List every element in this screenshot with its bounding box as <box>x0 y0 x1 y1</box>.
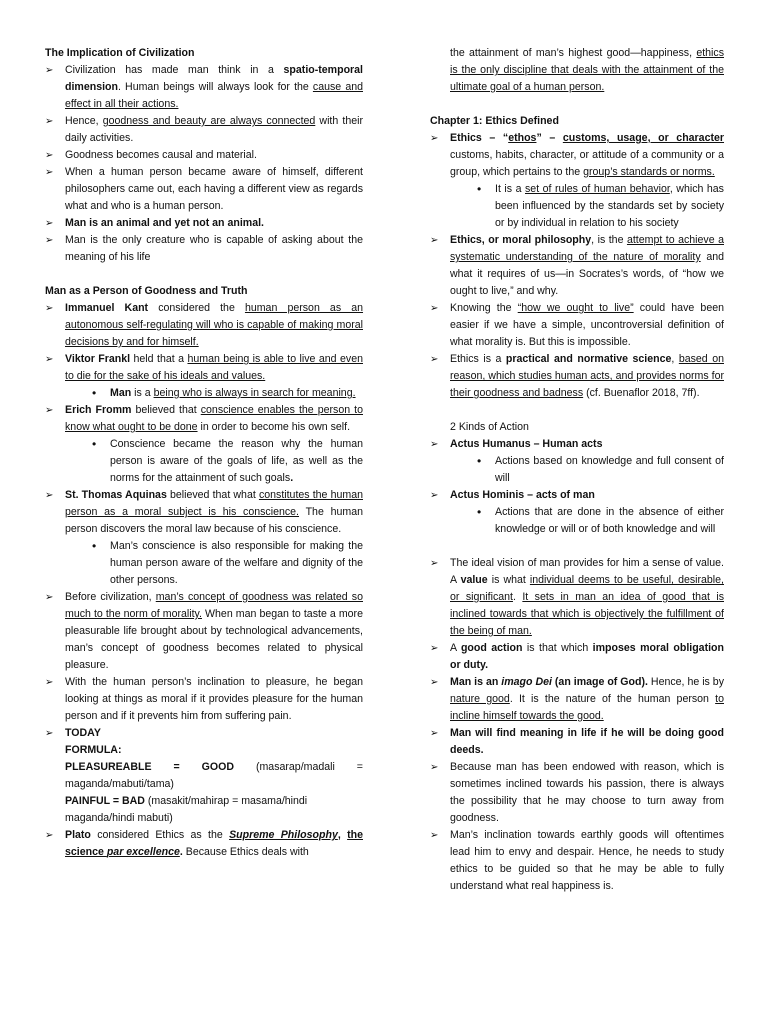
philosopher-name: Plato <box>65 829 91 841</box>
text-underlined: goodness and beauty are always connected <box>102 115 316 127</box>
text-bold-italic: imago Dei <box>501 676 552 688</box>
text-underlined: attempt to achieve a systematic understanding of the nature of morality <box>450 234 724 263</box>
left-column <box>45 0 363 861</box>
bullet-inclination-pleasure: ➢ With the human person’s inclination to pleasure, he began looking at things as moral if it provides pleasure for the human person and if it prevents him from suffering pain. <box>45 674 363 725</box>
text-bold: ” – <box>536 132 563 144</box>
philosopher-name: Erich Fromm <box>65 404 132 416</box>
bullet-reason-passion: ➢ Because man has been endowed with reason, which is sometimes inclined towards his passion, there is always the possibility that he may choose to turn away from goodness. <box>430 759 724 827</box>
text-underlined: man’s concept of goodness was related so much to the norm of morality. <box>65 591 363 620</box>
text: is a <box>131 387 154 399</box>
bullet-imago-dei <box>430 674 724 725</box>
bullet-human-aware: ➢ When a human person became aware of himself, different philosophers came out, each having a different view as regards what and who is a human person. <box>45 164 363 215</box>
text: . <box>512 591 523 603</box>
text-bold: , <box>337 829 348 841</box>
text: Before civilization, <box>65 591 156 603</box>
formula-label: FORMULA: <box>65 744 122 756</box>
text-underlined: based on reason, which studies human acts, and provides norms for their goodness and badness <box>450 353 724 399</box>
spacer <box>430 402 724 419</box>
text: is that which <box>522 642 593 654</box>
text-bold-italic-underlined: par excellence <box>106 846 180 858</box>
spacer <box>45 266 363 283</box>
text-underlined: group’s standards or norms. <box>583 166 715 178</box>
text-bold: Man is an <box>450 676 502 688</box>
text: with their daily activities. <box>65 115 363 144</box>
bullet-earthly-goods: ➢ Man’s inclination towards earthly goods will oftentimes lead him to envy and despair. Hence, he needs to study ethics to be guided so that he may be able to fully understand what real happiness is. <box>430 827 724 895</box>
text-underlined: conscience enables the person to know what ought to be done <box>65 404 363 433</box>
formula-painful <box>45 793 363 827</box>
text-underlined: individual deems to be useful, desirable, or significant <box>450 574 724 603</box>
bullet-fromm <box>45 402 363 436</box>
text-bold-italic-underlined: Supreme Philosophy <box>229 829 338 841</box>
text-bold: good action <box>460 642 523 654</box>
bullet-kant <box>45 300 363 351</box>
text-bold-underlined: ethos <box>508 132 537 144</box>
text-underlined: “how we ought to live” <box>517 302 634 314</box>
sub-bullet-rules <box>475 181 724 232</box>
bullet-actus-humanus: ➢ Actus Humanus – Human acts <box>430 436 724 453</box>
sub-bullet-aquinas: • Man’s conscience is also responsible for making the human person aware of the welfare and dignity of the other persons. <box>90 538 363 589</box>
text: Because Ethics deals with <box>182 846 309 858</box>
text-underlined: cause and effect in all their actions. <box>65 81 363 110</box>
bullet-goodness-beauty <box>45 113 363 147</box>
text: , is the <box>591 234 627 246</box>
text: Knowing the <box>450 302 518 314</box>
text-underlined: to incline himself towards the good. <box>450 693 724 722</box>
text-underlined: set of rules of human behavior <box>525 183 670 195</box>
text: and what it requires of us—in Socrates’s words, of “how we ought to live,” and why. <box>450 251 724 297</box>
bullet-today: ➢ TODAY <box>45 725 363 742</box>
text-underlined: nature good <box>450 693 510 705</box>
text-bold: value <box>460 574 488 586</box>
bullet-frankl <box>45 351 363 385</box>
bullet-actus-hominis: ➢ Actus Hominis – acts of man <box>430 487 724 504</box>
text-bold-underlined: customs, usage, or character <box>562 132 725 144</box>
text: could have been easier if we have a simple, uncontroversial definition of what morality is. But this is impossible. <box>450 302 724 348</box>
text-bold: PAINFUL = BAD <box>65 795 145 807</box>
text-bold: Ethics, or moral philosophy <box>450 234 592 246</box>
text-bold: Man <box>110 387 132 399</box>
text-bold: (an image of God). <box>551 676 648 688</box>
text: held that a <box>130 353 188 365</box>
text: (cf. Buenaflor 2018, 7ff). <box>583 387 700 399</box>
text: Ethics is a <box>450 353 506 365</box>
sub-bullet-hominis: • Actions that are done in the absence of either knowledge or will or of both knowledge and will <box>475 504 724 538</box>
right-column <box>430 0 724 895</box>
bullet-practical-science <box>430 351 724 402</box>
text-underlined: being who is always in search for meaning. <box>153 387 356 399</box>
text-underlined: human person as an autonomous self-regulating will who is capable of making moral decisions by and for himself. <box>65 302 364 348</box>
bullet-before-civilization <box>45 589 363 674</box>
sub-bullet-humanus: • Actions based on knowledge and full consent of will <box>475 453 724 487</box>
text: , <box>671 353 679 365</box>
text: When man began to taste a more pleasurable life brought about by technological advancements, man’s concept of goodness becomes related to physical pleasure. <box>65 608 363 671</box>
bullet-meaning-good-deeds: ➢ Man will find meaning in life if he will be doing good deeds. <box>430 725 724 759</box>
text: Conscience became the reason why the human person is aware of the goals of life, as well as the norms for the attainment of such goals <box>110 438 363 484</box>
bullet-civilization <box>45 62 363 113</box>
text-underlined: human being is able to live and even to die for the sake of his ideals and values. <box>65 353 363 382</box>
philosopher-name: Immanuel Kant <box>65 302 149 314</box>
formula-pleasurable <box>45 759 363 793</box>
text-bold-underlined: the science <box>65 829 363 858</box>
text: the attainment of man’s highest good—happiness, <box>450 47 697 59</box>
bullet-knowing <box>430 300 724 351</box>
text: A <box>450 642 461 654</box>
text: (masakit/mahirap = masama/hindi maganda/hindi mabuti) <box>65 795 308 824</box>
philosopher-name: St. Thomas Aquinas <box>65 489 167 501</box>
chapter-title: Chapter 1: Ethics Defined <box>430 115 559 127</box>
text-bold: Ethics – “ <box>450 132 509 144</box>
continued-paragraph <box>430 45 724 96</box>
text: considered the <box>148 302 245 314</box>
text-underlined: It sets in man an idea of good that is inclined towards that which is objectively the fulfillment of the being of man. <box>450 591 724 637</box>
bullet-ethics-ethos <box>430 130 724 181</box>
text: . Human beings will always look for the <box>117 81 313 93</box>
text: customs, habits, character, or attitude of a community or a group, which pertains to the <box>450 149 724 178</box>
text-bold: spatio-temporal dimension <box>65 64 363 93</box>
text: The human person discovers the moral law because of his conscience. <box>65 506 363 535</box>
text: Hence, he is by <box>647 676 724 688</box>
philosopher-name: Viktor Frankl <box>65 353 131 365</box>
bullet-plato <box>45 827 363 861</box>
kinds-title: 2 Kinds of Action <box>450 421 529 433</box>
bullet-meaning-of-life: ➢ Man is the only creature who is capable of asking about the meaning of his life <box>45 232 363 266</box>
text: It is a <box>495 183 525 195</box>
text-underlined: ethics is the only discipline that deals with the attainment of the ultimate goal of a human person. <box>450 47 724 93</box>
bullet-moral-philosophy <box>430 232 724 300</box>
text-underlined: constitutes the human person as a moral subject is his conscience. <box>65 489 363 518</box>
sub-bullet-frankl <box>90 385 363 402</box>
text: The ideal vision of man provides for him a sense of value. A <box>450 557 724 586</box>
text: considered Ethics as the <box>90 829 230 841</box>
bullet-aquinas <box>45 487 363 538</box>
bullet-man-animal: ➢ Man is an animal and yet not an animal. <box>45 215 363 232</box>
text-bold: . <box>290 472 294 484</box>
text: . It is the nature of the human person <box>509 693 716 705</box>
text: Hence, <box>65 115 103 127</box>
sub-bullet-fromm <box>90 436 363 487</box>
text: believed that <box>131 404 201 416</box>
spacer <box>430 538 724 555</box>
text-bold: . <box>179 846 183 858</box>
section-title-implication: The Implication of Civilization <box>45 47 195 59</box>
text: in order to become his own self. <box>197 421 351 433</box>
text: , which has been influenced by the standards set by society or by individual in relation to his society <box>495 183 724 229</box>
text-bold: practical and normative science <box>505 353 672 365</box>
text: is what <box>487 574 530 586</box>
text: (masarap/madali = maganda/mabuti/tama) <box>65 761 363 790</box>
text: believed that what <box>166 489 259 501</box>
text-bold: imposes moral obligation or duty. <box>450 642 724 671</box>
spacer <box>430 96 724 113</box>
text-bold: PLEASUREABLE = GOOD <box>65 761 234 773</box>
section-title-goodness-truth: Man as a Person of Goodness and Truth <box>45 285 248 297</box>
bullet-ideal-vision <box>430 555 724 640</box>
bullet-good-action <box>430 640 724 674</box>
bullet-goodness-causal: ➢ Goodness becomes causal and material. <box>45 147 363 164</box>
text: Civilization has made man think in a <box>65 64 284 76</box>
